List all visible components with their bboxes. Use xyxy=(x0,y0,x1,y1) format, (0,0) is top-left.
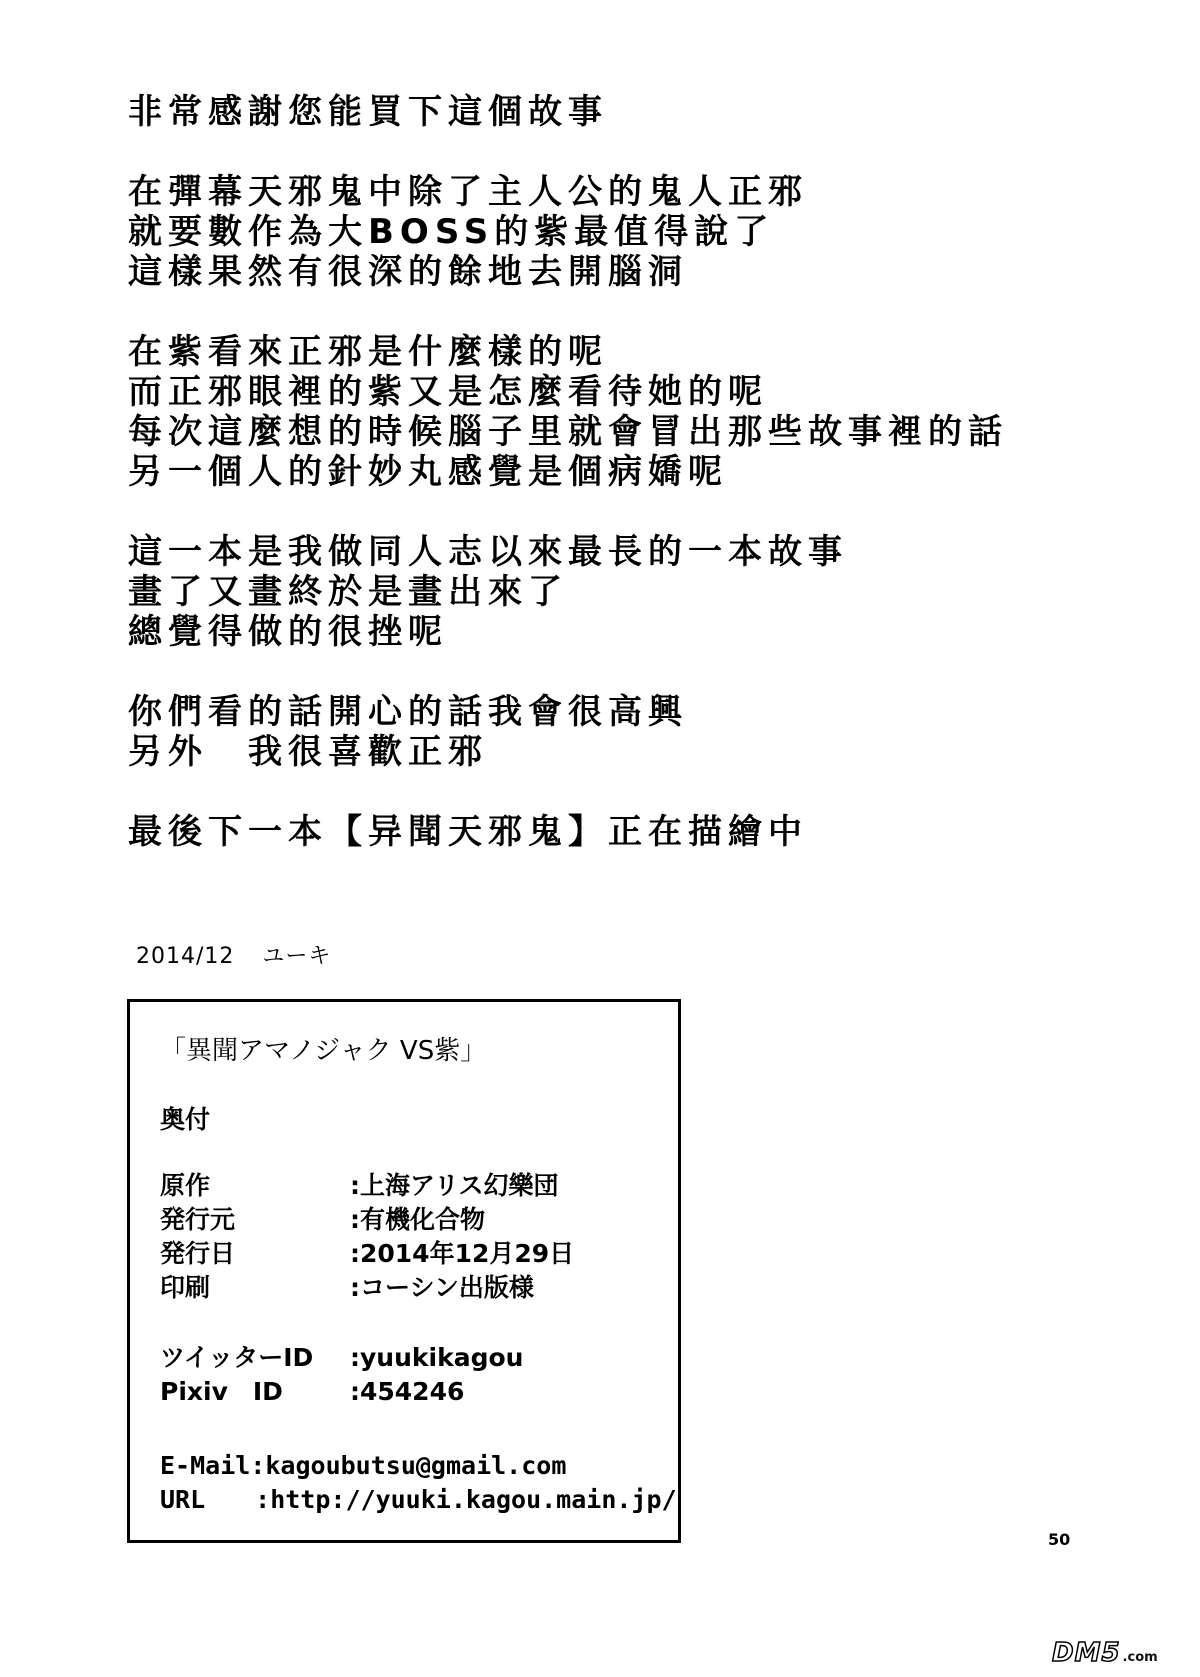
pixiv-id: :454246 xyxy=(350,1377,465,1406)
afterword-line: 非常感謝您能買下這個故事 xyxy=(128,92,608,132)
signature xyxy=(136,942,331,972)
afterword-line: 在彈幕天邪鬼中除了主人公的鬼人正邪 xyxy=(128,172,808,212)
colophon-box xyxy=(127,999,681,1543)
colophon-row-original xyxy=(160,1168,559,1204)
afterword-line: 最後下一本【异聞天邪鬼】正在描繪中 xyxy=(128,812,808,852)
twitter-id: :yuukikagou xyxy=(350,1343,524,1372)
afterword-text xyxy=(128,92,1008,852)
colophon-key: Pixiv ID xyxy=(160,1377,283,1406)
url-line: URL :http://yuuki.kagou.main.jp/ xyxy=(160,1485,677,1514)
afterword-line: 另一個人的針妙丸感覺是個病嬌呢 xyxy=(128,452,728,492)
watermark-big: DM5 xyxy=(1052,1638,1121,1668)
colophon-value: :コーシン出版様 xyxy=(350,1273,534,1302)
afterword-line: 這一本是我做同人志以來最長的一本故事 xyxy=(128,532,848,572)
colophon-row-publisher xyxy=(160,1202,485,1238)
watermark-small: .com xyxy=(1122,1650,1158,1665)
signature-date: 2014/12 xyxy=(136,944,235,969)
afterword-line: 另外 我很喜歡正邪 xyxy=(128,732,488,772)
colophon-title: 「異聞アマノジャク VS紫」 xyxy=(160,1036,487,1066)
colophon-key: 発行日 xyxy=(160,1239,236,1268)
email-line: E-Mail:kagoubutsu@gmail.com xyxy=(160,1451,567,1480)
afterword-line: 這樣果然有很深的餘地去開腦洞 xyxy=(128,252,688,292)
colophon-row-date xyxy=(160,1236,574,1272)
page-number: 50 xyxy=(1048,1530,1071,1549)
colophon-value: :2014年12月29日 xyxy=(350,1239,575,1268)
afterword-line: 每次這麼想的時候腦子里就會冒出那些故事裡的話 xyxy=(128,412,1008,452)
colophon-row-pixiv xyxy=(160,1374,464,1410)
colophon-heading: 奥付 xyxy=(160,1105,211,1134)
afterword-line: 就要數作為大BOSS的紫最值得說了 xyxy=(128,212,775,252)
colophon-key: 印刷 xyxy=(160,1273,211,1302)
afterword-line: 你們看的話開心的話我會很高興 xyxy=(128,692,688,732)
afterword-line: 總覺得做的很挫呢 xyxy=(128,612,448,652)
colophon-row-printer xyxy=(160,1270,534,1306)
afterword-line: 畫了又畫終於是畫出來了 xyxy=(128,572,568,612)
colophon-row-twitter xyxy=(160,1340,523,1376)
colophon-value: :有機化合物 xyxy=(350,1205,485,1234)
colophon-key: 原作 xyxy=(160,1171,211,1200)
colophon-key: ツイッターID xyxy=(160,1343,314,1372)
site-watermark-logo xyxy=(1052,1638,1188,1668)
colophon-value: :上海アリス幻樂団 xyxy=(350,1171,559,1200)
afterword-line: 而正邪眼裡的紫又是怎麼看待她的呢 xyxy=(128,372,768,412)
colophon-key: 発行元 xyxy=(160,1205,236,1234)
signature-author: ユーキ xyxy=(262,944,332,969)
afterword-line: 在紫看來正邪是什麼樣的呢 xyxy=(128,332,608,372)
